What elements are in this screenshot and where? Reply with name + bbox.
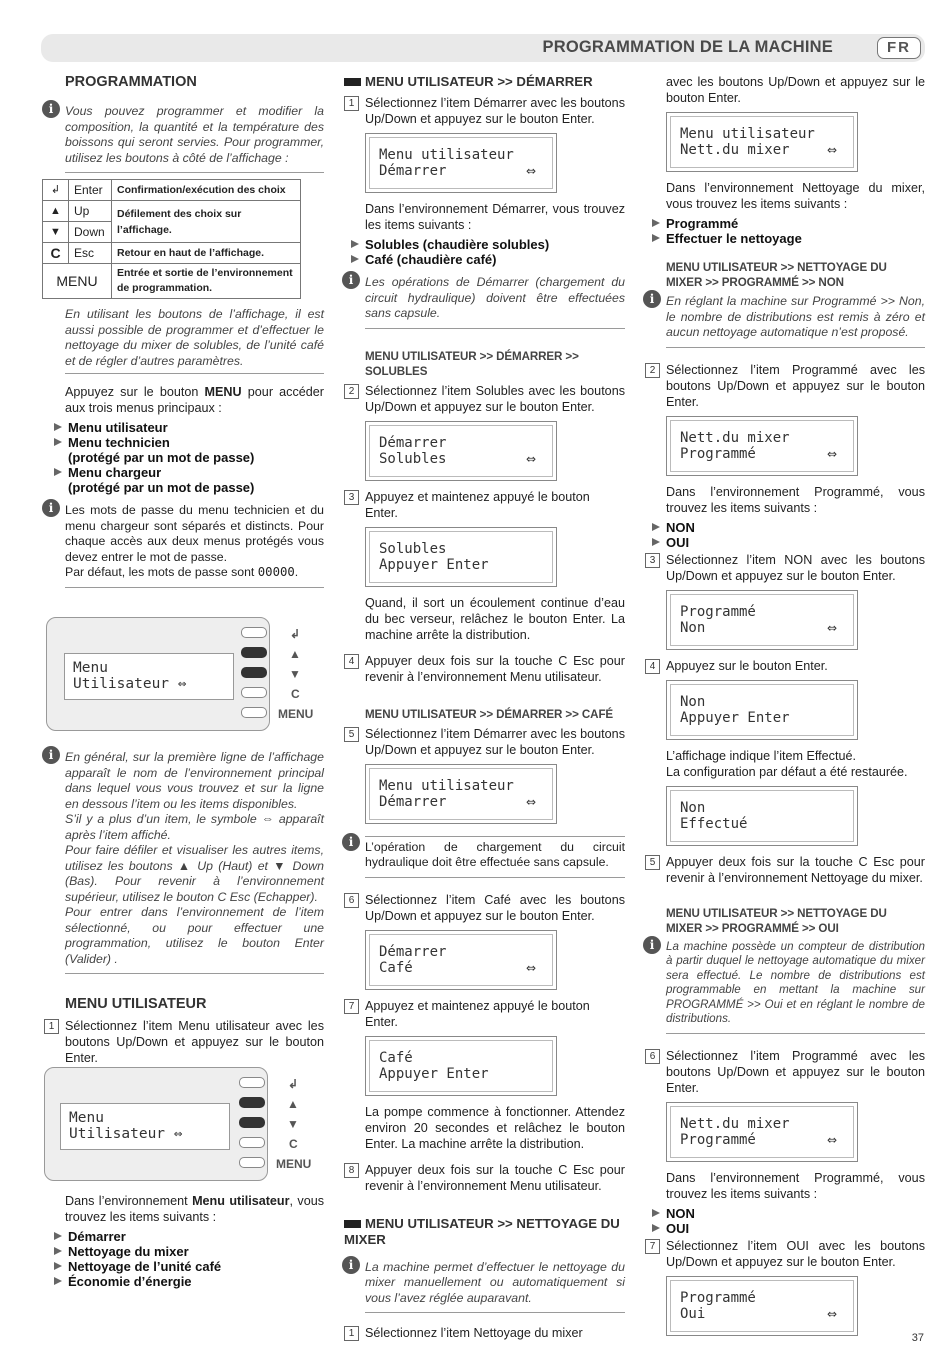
button-table: ↲ Enter Confirmation/exécution des choix ▲ Up Défilement des choix sur l’affichage. ▼ Down C Esc Retour en haut de l’affichage. MENU Entrée et sortie de l’environnement de programmation. — [42, 179, 301, 299]
c-icon: C — [43, 243, 69, 264]
lcd-display: Non Effectué — [666, 786, 858, 846]
step-3: 3 Sélectionnez l’item NON avec les boutons Up/Down et appuyez sur le bouton Enter. — [645, 552, 925, 584]
lcd-display: Menu utilisateur Nett.du mixer ⇔ — [666, 112, 858, 172]
c-icon: C — [291, 687, 300, 701]
mu-items-list: Démarrer Nettoyage du mixer Nettoyage de l’unité café Économie d’énergie — [52, 1229, 324, 1289]
lcd-display: Démarrer Café ⇔ — [365, 930, 557, 990]
column-1c — [65, 1193, 324, 1289]
step-1: 1 Sélectionnez l’item Démarrer avec les boutons Up/Down et appuyez sur le bouton Enter. — [344, 95, 625, 127]
column-3: avec les boutons Up/Down et appuyez sur le bouton Enter. Menu utilisateur Nett.du mixer ⇔ Dans l’environnement Nettoyage du mixer, vous trouvez les items suivants : Programmé Effectuer le nettoyage MENU UTILISATEUR >> NETTOYAGE DU MIXER >> PROGRAMMÉ >> NON i En réglant la machine sur Programmé >> Non, le nombre de distributions est remis à zéro et aucun nettoyage automatique n’est proposé. 2 Sélectionnez l’item Programmé avec les boutons Up/Down et appuyez sur le bouton Enter. Nett.du mixer Programmé ⇔ Dans l’environnement Programmé, vous trouvez les items suivants : NON OUI 3 Sélectionnez l’item NON avec les boutons Up/Down et appuyez sur le bouton Enter. Programmé Non ⇔ 4 Appuyez sur le bouton Enter. Non Appuyer Enter L’affichage indique l’item Effectué. La configuration par défaut a été restaurée. Non Effectué 5 Appuyer deux fois sur la touche C Esc pour revenir à l’environnement Nettoyage du mixer. MENU UTILISATEUR >> NETTOYAGE DU MIXER >> PROGRAMMÉ >> OUI i La machine possède un compteur de distribution à partir duquel le nettoyage automatique du mixer sera effectué. Le nombre de distributions est programmable en mettant la machine sur PROGRAMMÉ >> Oui et en réglant le nombre de distributions. 6 Sélectionnez l’item Programmé avec les boutons Up/Down et appuyez sur le bouton Enter. Nett.du mixer Programmé ⇔ Dans l’environnement Programmé, vous trouvez les items suivants : NON OUI 7 Sélectionnez l’item OUI avec les boutons Up/Down et appuyez sur le bouton Enter. Programmé Oui ⇔ — [645, 74, 925, 1344]
up-arrow-icon: ▲ — [289, 647, 301, 661]
lcd-display: Programmé Non ⇔ — [666, 590, 858, 650]
up-button[interactable] — [239, 1097, 265, 1108]
programme-items-2: NON OUI — [650, 1206, 925, 1236]
column-1 — [48, 74, 324, 588]
step-5: 5 Sélectionnez l’item Démarrer avec les boutons Up/Down et appuyez sur le bouton Enter. — [344, 726, 625, 758]
step-3: 3 Appuyez et maintenez appuyé le bouton Enter. — [344, 489, 625, 521]
menu-button[interactable] — [239, 1157, 265, 1168]
step-6: 6 Sélectionnez l’item Café avec les boutons Up/Down et appuyez sur le bouton Enter. — [344, 892, 625, 924]
section-title-oui: MENU UTILISATEUR >> NETTOYAGE DU MIXER >> PROGRAMMÉ >> OUI — [666, 906, 887, 935]
down-arrow-icon: ▼ — [287, 1117, 299, 1131]
step-5: 5 Appuyer deux fois sur la touche C Esc pour revenir à l’environnement Nettoyage du mixer. — [645, 854, 925, 886]
lcd-display: Programmé Oui ⇔ — [666, 1276, 858, 1336]
info-nettoyage: i La machine permet d’effectuer le nettoyage du mixer manuellement ou automatiquement si vous l’avez réglée auparavant. — [365, 1260, 625, 1314]
language-badge: FR — [877, 37, 921, 59]
lcd-display: Café Appuyer Enter — [365, 1036, 557, 1096]
column-1b — [48, 748, 324, 1066]
down-arrow-icon: ▼ — [289, 667, 301, 681]
up-arrow-icon: ▲ — [43, 201, 69, 222]
info-programme-oui: i La machine possède un compteur de distribution à partir duquel le nettoyage automatique du mixer sera effectué. Le nombre de distributions est programmable en mettant la machine sur PROGRAMMÉ >> Oui et en réglant le nombre de distributions. — [666, 940, 925, 1034]
programme-items: NON OUI — [650, 520, 925, 550]
step-8: 8 Appuyer deux fois sur la touche C Esc pour revenir à l’environnement Menu utilisateur. — [344, 1162, 625, 1194]
enter-icon: ↲ — [43, 180, 69, 201]
section-title-solubles: MENU UTILISATEUR >> DÉMARRER >> SOLUBLES — [365, 349, 579, 378]
step-1b: 1 Sélectionnez l’item Nettoyage du mixer — [344, 1325, 625, 1341]
info-programmation: i Vous pouvez programmer et modifier la composition, la quantité et la température des boissons qui seront servies. Pour programmer, utilisez les boutons à côté de l’affichage : — [65, 104, 324, 173]
lcd-display: Menu utilisateur Démarrer ⇔ — [365, 133, 557, 193]
step-7: 7 Appuyez et maintenez appuyé le bouton Enter. — [344, 998, 625, 1030]
section-title-non: MENU UTILISATEUR >> NETTOYAGE DU MIXER >> PROGRAMMÉ >> NON — [666, 261, 887, 289]
page-number: 37 — [911, 1332, 924, 1344]
menu-label: MENU — [278, 707, 314, 721]
lcd-display: Non Appuyer Enter — [666, 680, 858, 740]
demarrer-items: Solubles (chaudière solubles) Café (chaudière café) — [349, 237, 625, 267]
info-general: i En général, sur la première ligne de l’affichage apparaît le nom de l’environnement principal dans lequel vous vous trouvez et sur la ligne en dessous l’item ou les items disponibles. S’il y a plus d’un item, le symbole ⇔ apparaît après l’item affiché. Pour faire défiler et visualiser les autres items, utilisez les boutons ▲ Up (Haut) et ▼ Down (Bas). Pour revenir à l’environnement supérieur, utilisez le bouton C Esc (Echapper). Pour entrer dans l’environnement de l’item sélectionné, ou pour effectuer une programmation, utilisez le bouton Enter (Valider) . — [65, 750, 324, 974]
menu-label: MENU — [276, 1157, 312, 1171]
lcd-display: Nett.du mixer Programmé ⇔ — [666, 416, 858, 476]
lcd-display: Nett.du mixer Programmé ⇔ — [666, 1102, 858, 1162]
down-button[interactable] — [239, 1117, 265, 1128]
c-icon: C — [289, 1137, 298, 1151]
step-2: 2 Sélectionnez l’item Solubles avec les boutons Up/Down et appuyez sur le bouton Enter. — [344, 383, 625, 415]
page-title: PROGRAMMATION DE LA MACHINE — [542, 38, 833, 56]
down-arrow-icon: ▼ — [43, 222, 69, 243]
main-menus-list: Menu utilisateur Menu technicien (protégé par un mot de passe) Menu chargeur (protégé par un mot de passe) — [52, 420, 324, 495]
lcd-display: Menu utilisateur Démarrer ⇔ — [365, 764, 557, 824]
section-title-menu-utilisateur: MENU UTILISATEUR — [65, 996, 207, 1012]
enter-button[interactable] — [239, 1077, 265, 1088]
panel-display: Menu Utilisateur ⇔ — [60, 1103, 230, 1150]
step-2: 2 Sélectionnez l’item Programmé avec les boutons Up/Down et appuyez sur le bouton Enter. — [645, 362, 925, 410]
section-title-nettoyage: MENU UTILISATEUR >> NETTOYAGE DU MIXER — [344, 1215, 620, 1247]
mu-env-paragraph: Dans l’environnement Menu utilisateur, vous trouvez les items suivants : — [65, 1194, 324, 1224]
down-button[interactable] — [241, 667, 267, 678]
step-4: 4 Appuyer deux fois sur la touche C Esc pour revenir à l’environnement Menu utilisateur. — [344, 653, 625, 685]
info-programme-non: i En réglant la machine sur Programmé >> Non, le nombre de distributions est remis à zéro et aucun nettoyage automatique n’est proposé. — [666, 294, 925, 348]
lcd-display: Démarrer Solubles ⇔ — [365, 421, 557, 481]
info-icon: i — [42, 499, 60, 517]
display-paragraph: En utilisant les boutons de l’affichage, il est aussi possible de programmer et d’effectuer le nettoyage du mixer de solubles, de l’unité café et de régler d’autres paramètres. — [65, 307, 324, 374]
step-7: 7 Sélectionnez l’item OUI avec les boutons Up/Down et appuyez sur le bouton Enter. — [645, 1238, 925, 1270]
info-icon: i — [42, 746, 60, 764]
info-passwords: i Les mots de passe du menu technicien et du menu chargeur sont séparés et distincts. Pour chaque accès aux deux menus protégés vous devez entrer le mot de passe. Par défaut, les mots de passe sont 00000. — [65, 503, 324, 588]
control-panel-2 — [44, 1067, 268, 1181]
nettoyage-items: Programmé Effectuer le nettoyage — [650, 216, 925, 246]
step-1: 1 Sélectionnez l’item Menu utilisateur avec les boutons Up/Down et appuyez sur le bouton Enter. — [44, 1018, 324, 1066]
info-icon: i — [42, 100, 60, 118]
info-chargement: i L’opération de chargement du circuit hydraulique doit être effectuée sans capsule. — [365, 836, 625, 878]
menu-paragraph: Appuyez sur le bouton MENU pour accéder aux trois menus principaux : — [65, 385, 324, 415]
up-arrow-icon: ▲ — [287, 1097, 299, 1111]
section-title-programmation: PROGRAMMATION — [65, 74, 197, 90]
esc-button[interactable] — [239, 1137, 265, 1148]
menu-button[interactable] — [241, 707, 267, 718]
panel-display: Menu Utilisateur ⇔ — [64, 653, 234, 700]
enter-button[interactable] — [241, 627, 267, 638]
section-title-cafe: MENU UTILISATEUR >> DÉMARRER >> CAFÉ — [365, 707, 614, 721]
control-panel-1 — [46, 617, 270, 731]
info-demarrer: i Les opérations de Démarrer (chargement du circuit hydraulique) doivent être effectuées sans capsule. — [365, 275, 625, 329]
enter-icon: ↲ — [290, 627, 301, 641]
page-header — [41, 34, 925, 62]
lcd-display: Solubles Appuyer Enter — [365, 527, 557, 587]
step-number: 1 — [44, 1019, 59, 1034]
enter-icon: ↲ — [288, 1077, 299, 1091]
up-button[interactable] — [241, 647, 267, 658]
esc-button[interactable] — [241, 687, 267, 698]
section-title-demarrer: MENU UTILISATEUR >> DÉMARRER — [344, 74, 625, 90]
step-6: 6 Sélectionnez l’item Programmé avec les boutons Up/Down et appuyez sur le bouton Enter. — [645, 1048, 925, 1096]
column-2: MENU UTILISATEUR >> DÉMARRER 1 Sélectionnez l’item Démarrer avec les boutons Up/Down et appuyez sur le bouton Enter. Menu utilisateur Démarrer ⇔ Dans l’environnement Démarrer, vous trouvez les items suivants : Solubles (chaudière solubles) Café (chaudière café) i Les opérations de Démarrer (chargement du circuit hydraulique) doivent être effectuées sans capsule. MENU UTILISATEUR >> DÉMARRER >> SOLUBLES 2 Sélectionnez l’item Solubles avec les boutons Up/Down et appuyez sur le bouton Enter. Démarrer Solubles ⇔ 3 Appuyez et maintenez appuyé le bouton Enter. Solubles Appuyer Enter Quand, il sort un écoulement continue d’eau du bec verseur, relâchez le bouton Enter. La machine arrête la distribution. 4 Appuyer deux fois sur la touche C Esc pour revenir à l’environnement Menu utilisateur. MENU UTILISATEUR >> DÉMARRER >> CAFÉ 5 Sélectionnez l’item Démarrer avec les boutons Up/Down et appuyez sur le bouton Enter. Menu utilisateur Démarrer ⇔ i L’opération de chargement du circuit hydraulique doit être effectuée sans capsule. 6 Sélectionnez l’item Café avec les boutons Up/Down et appuyez sur le bouton Enter. Démarrer Café ⇔ 7 Appuyez et maintenez appuyé le bouton Enter. Café Appuyer Enter La pompe commence à fonctionner. Attendez environ 20 secondes et relâchez le bouton Enter. La machine arrête la distribution. 8 Appuyer deux fois sur la touche C Esc pour revenir à l’environnement Menu utilisateur. MENU UTILISATEUR >> NETTOYAGE DU MIXER i La machine permet d’effectuer le nettoyage du mixer manuellement ou automatiquement si vous l’avez réglée auparavant. 1 Sélectionnez l’item Nettoyage du mixer — [344, 74, 625, 1340]
step-4: 4 Appuyez sur le bouton Enter. — [645, 658, 925, 674]
